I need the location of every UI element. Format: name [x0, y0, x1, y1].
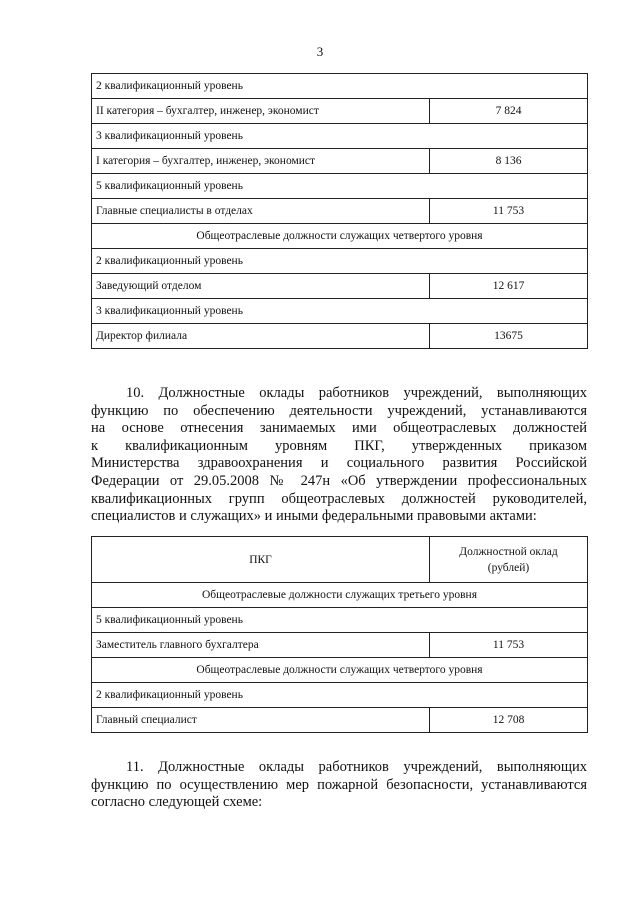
position-cell: Главный специалист: [92, 708, 430, 733]
position-cell: Заместитель главного бухгалтера: [92, 633, 430, 658]
paragraph-line: функцию по осуществлению мер пожарной безопасности, устанавливаются: [91, 776, 587, 793]
position-cell: Главные специалисты в отделах: [92, 199, 430, 224]
qualification-level-cell: 3 квалификационный уровень: [92, 299, 588, 324]
table-row: [92, 99, 588, 124]
paragraph-line: Министерства здравоохранения и социального развития Российской: [91, 455, 587, 472]
table-row: [92, 633, 588, 658]
salary-value-cell: 12 708: [430, 708, 588, 733]
page-number: 3: [316, 44, 324, 59]
header-salary-cell: [430, 537, 588, 583]
qualification-level-cell: 2 квалификационный уровень: [92, 249, 588, 274]
paragraph-line: квалификационных групп общеотраслевых должностей руководителей,: [91, 490, 587, 507]
salary-value-cell: 11 753: [430, 633, 588, 658]
position-cell: Директор филиала: [92, 324, 430, 349]
position-cell: II категория – бухгалтер, инженер, экономист: [92, 99, 430, 124]
position-cell: Заведующий отделом: [92, 274, 430, 299]
qualification-level-cell: 5 квалификационный уровень: [92, 174, 588, 199]
header-salary-line: Должностной оклад: [459, 545, 558, 558]
table-header-row: [92, 537, 588, 583]
paragraph-11: [91, 759, 587, 812]
table-row: [92, 658, 588, 683]
salary-value-cell: 7 824: [430, 99, 588, 124]
section-heading-cell: Общеотраслевые должности служащих четвертого уровня: [92, 224, 588, 249]
section-heading-cell: Общеотраслевые должности служащих третьего уровня: [92, 583, 588, 608]
table-row: [92, 149, 588, 174]
paragraph-line: на основе отнесения занимаемых ими общеотраслевых должностей: [91, 420, 587, 437]
table-row: [92, 583, 588, 608]
table-row: [92, 199, 588, 224]
qualification-level-cell: 3 квалификационный уровень: [92, 124, 588, 149]
table-row: [92, 174, 588, 199]
table-row: [92, 683, 588, 708]
table-row: [92, 74, 588, 99]
salary-value-cell: 8 136: [430, 149, 588, 174]
salary-value-cell: 11 753: [430, 199, 588, 224]
paragraph-line: 10. Должностные оклады работников учреждений, выполняющих: [126, 385, 587, 401]
table-row: [92, 124, 588, 149]
paragraph-line: Федерации от 29.05.2008 № 247н «Об утверждении профессиональных: [91, 472, 587, 489]
paragraph-10: [91, 385, 587, 526]
table-row: [92, 224, 588, 249]
table-row: [92, 324, 588, 349]
section-heading-cell: Общеотраслевые должности служащих четвертого уровня: [92, 658, 588, 683]
table-row: [92, 274, 588, 299]
table-row: [92, 708, 588, 733]
salary-value-cell: 13675: [430, 324, 588, 349]
header-pkg-cell: ПКГ: [92, 537, 430, 583]
paragraph-line: 11. Должностные оклады работников учреждений, выполняющих: [126, 759, 587, 775]
paragraph-line: к квалификационным уровням ПКГ, утвержденных приказом: [91, 437, 587, 454]
table-row: [92, 249, 588, 274]
salary-table-1: [91, 73, 588, 349]
position-cell: I категория – бухгалтер, инженер, экономист: [92, 149, 430, 174]
paragraph-line: функцию по обеспечению деятельности учреждений, устанавливаются: [91, 402, 587, 419]
salary-value-cell: 12 617: [430, 274, 588, 299]
paragraph-line: специалистов и служащих» и иными федеральными правовыми актами:: [91, 508, 537, 525]
qualification-level-cell: 5 квалификационный уровень: [92, 608, 588, 633]
table-row: [92, 608, 588, 633]
qualification-level-cell: 2 квалификационный уровень: [92, 683, 588, 708]
header-salary-unit: (рублей): [487, 561, 530, 574]
salary-table-2: [91, 536, 588, 733]
table-row: [92, 299, 588, 324]
qualification-level-cell: 2 квалификационный уровень: [92, 74, 588, 99]
paragraph-line: согласно следующей схеме:: [91, 794, 263, 811]
